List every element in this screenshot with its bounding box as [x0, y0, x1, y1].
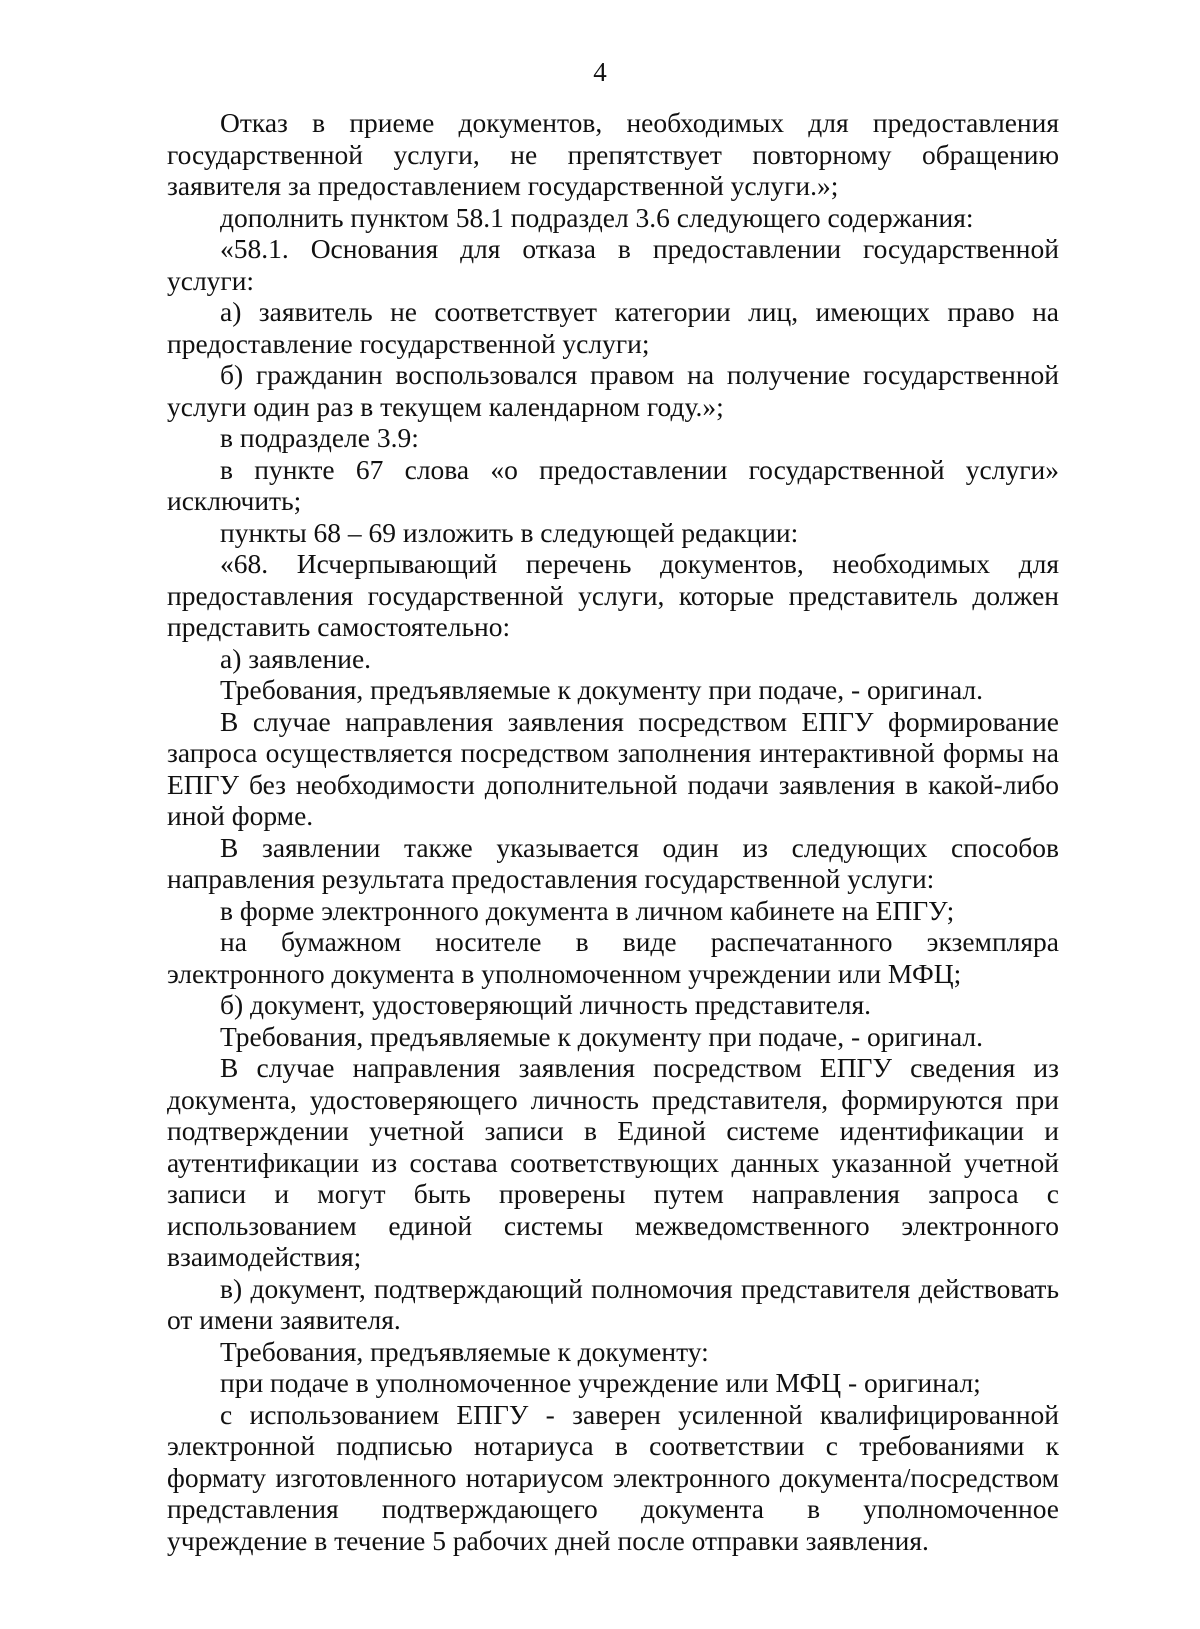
- paragraph-clause-58-1-a: а) заявитель не соответствует категории лиц, имеющих право на предоставление государственной услуги;: [167, 296, 1059, 359]
- paragraph-epgu-notary: с использованием ЕПГУ - заверен усиленной квалифицированной электронной подписью нотариуса в соответствии с требованиями к формату изготовленного нотариусом электронного документа/посредством представления подтверждающего документа в уполномоченное учреждение в течение 5 рабочих дней после отправки заявления.: [167, 1398, 1059, 1556]
- paragraph-clause-58-1-heading: «58.1. Основания для отказа в предоставлении государственной услуги:: [167, 233, 1059, 296]
- paragraph-requirements-original-2: Требования, предъявляемые к документу при подаче, - оригинал.: [220, 1020, 984, 1052]
- document-body: [167, 107, 1059, 1556]
- paragraph-clause-58-1-b: б) гражданин воспользовался правом на получение государственной услуги один раз в текущем календарном году.»;: [167, 359, 1059, 422]
- paragraph-epgu-form: В случае направления заявления посредством ЕПГУ формирование запроса осуществляется посредством заполнения интерактивной формы на ЕПГУ без необходимости дополнительной подачи заявления в какой-либо иной форме.: [167, 705, 1059, 831]
- paragraph-clause-67: в пункте 67 слова «о предоставлении государственной услуги» исключить;: [167, 453, 1059, 516]
- paragraph-item-b-identity: б) документ, удостоверяющий личность представителя.: [220, 989, 871, 1020]
- page-number: 4: [593, 57, 607, 87]
- paragraph-item-a-application: а) заявление.: [220, 642, 372, 674]
- paragraph-subsection-3-9: в подразделе 3.9:: [220, 422, 419, 453]
- paragraph-result-delivery-methods: В заявлении также указывается один из следующих способов направления результата предоставления государственной услуги:: [167, 831, 1059, 894]
- paragraph-paper-copy: на бумажном носителе в виде распечатанного экземпляра электронного документа в уполномоченном учреждении или МФЦ;: [167, 926, 1059, 989]
- paragraph-electronic-document: в форме электронного документа в личном кабинете на ЕПГУ;: [220, 894, 955, 926]
- paragraph-requirements-heading: Требования, предъявляемые к документу:: [220, 1335, 709, 1367]
- paragraph-refusal-not-barrier: Отказ в приеме документов, необходимых для предоставления государственной услуги, не препятствует повторному обращению заявителя за предоставлением государственной услуги.»;: [167, 107, 1059, 201]
- paragraph-esia-identity: В случае направления заявления посредством ЕПГУ сведения из документа, удостоверяющего личность представителя, формируются при подтверждении учетной записи в Единой системе идентификации и аутентификации из состава соответствующих данных указанной учетной записи и могут быть проверены путем направления запроса с использованием единой системы межведомственного электронного взаимодействия;: [167, 1052, 1059, 1272]
- paragraph-requirements-original-1: Требования, предъявляемые к документу при подаче, - оригинал.: [220, 674, 984, 705]
- paragraph-clause-68-heading: «68. Исчерпывающий перечень документов, необходимых для предоставления государственной услуги, которые представитель должен представить самостоятельно:: [167, 548, 1059, 642]
- paragraph-clauses-68-69: пункты 68 – 69 изложить в следующей редакции:: [220, 516, 799, 548]
- paragraph-mfc-original: при подаче в уполномоченное учреждение или МФЦ - оригинал;: [220, 1367, 981, 1398]
- paragraph-add-clause-58-1: дополнить пунктом 58.1 подраздел 3.6 следующего содержания:: [220, 201, 974, 233]
- paragraph-item-c-authority: в) документ, подтверждающий полномочия представителя действовать от имени заявителя.: [167, 1272, 1059, 1335]
